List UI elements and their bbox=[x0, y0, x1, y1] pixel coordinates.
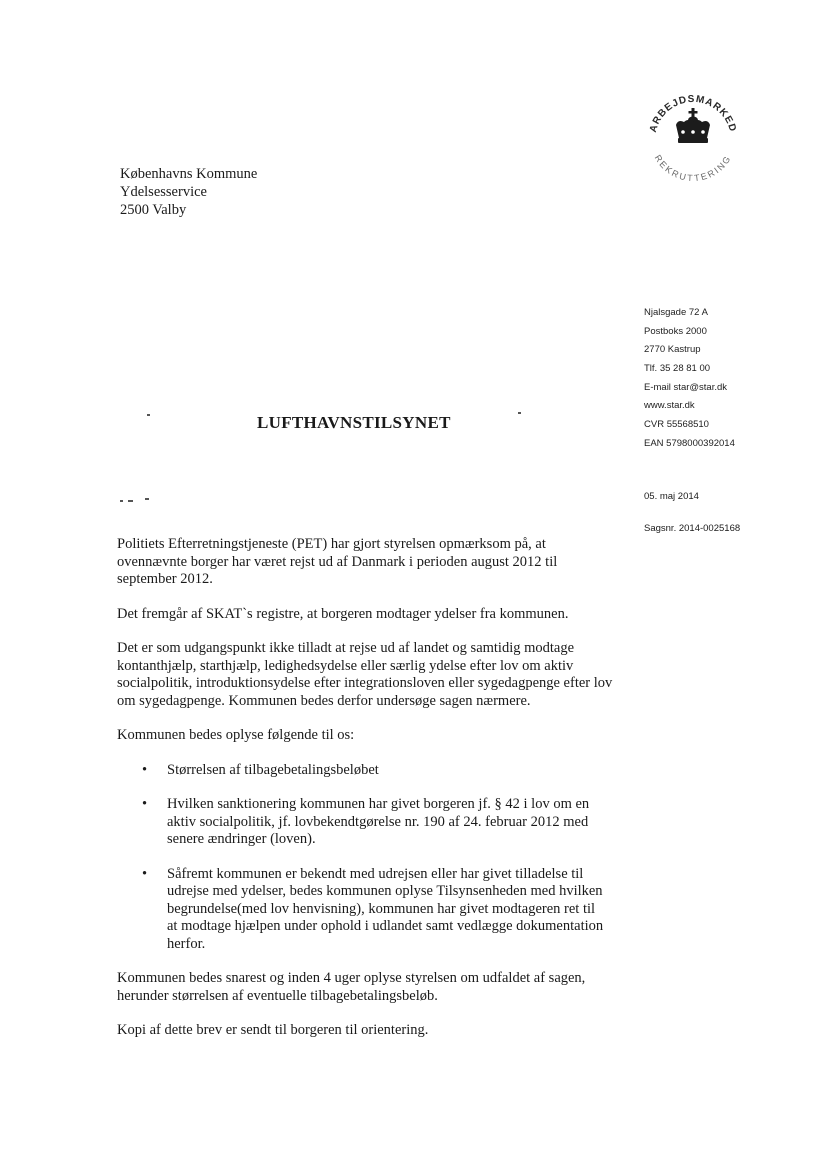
list-item bbox=[117, 762, 607, 780]
recipient-address bbox=[120, 165, 257, 219]
crown-icon bbox=[676, 108, 710, 143]
sender-postbox: Postboks 2000 bbox=[644, 325, 707, 337]
bullet-text: Størrelsen af tilbagebetalingsbeløbet bbox=[167, 761, 379, 778]
recipient-line-3: 2500 Valby bbox=[120, 202, 187, 218]
scan-speck bbox=[518, 412, 521, 414]
scan-speck bbox=[145, 498, 149, 500]
sender-city: 2770 Kastrup bbox=[644, 344, 701, 356]
scan-speck bbox=[120, 500, 123, 502]
paragraph-request-intro: Kommunen bedes oplyse følgende til os: bbox=[117, 727, 355, 743]
paragraph-deadline: Kommunen bedes snarest og inden 4 uger oplyse styrelsen om udfaldet af sagen, herunder størrelsen af eventuelle tilbagebetalingsbeløb. bbox=[117, 970, 586, 1004]
bullet-marker: • bbox=[142, 865, 148, 882]
paragraph-skat: Det fremgår af SKAT`s registre, at borgeren modtager ydelser fra kommunen. bbox=[117, 605, 569, 622]
letter-body bbox=[117, 536, 617, 1057]
scan-speck bbox=[147, 414, 150, 416]
document-title: LUFTHAVNSTILSYNET bbox=[257, 413, 451, 432]
paragraph-rules: Det er som udgangspunkt ikke tilladt at rejse ud af landet og samtidig modtage kontanthjælp, starthjælp, ledighedsydelse eller særlig ydelse efter lov om aktiv socialpolitik, introduktionsydelse efter integrationsloven eller sygedagpenge efter lov om sygedagpenge. Kommunen bedes derfor undersøge sagen nærmere. bbox=[117, 640, 613, 709]
letter-date: 05. maj 2014 bbox=[644, 491, 699, 502]
scan-speck bbox=[128, 500, 133, 502]
sender-phone: Tlf. 35 28 81 00 bbox=[644, 363, 711, 375]
list-item bbox=[117, 866, 607, 954]
bullet-text: Hvilken sanktionering kommunen har givet borgeren jf. § 42 i lov om en aktiv socialpolitik, jf. lovbekendtgørelse nr. 190 af 24. februar 2012 med senere ændringer (loven). bbox=[167, 796, 590, 847]
sender-info bbox=[644, 304, 735, 454]
case-number: Sagsnr. 2014-0025168 bbox=[644, 523, 741, 534]
recipient-line-1: Københavns Kommune bbox=[120, 166, 258, 182]
bullet-marker: • bbox=[142, 796, 148, 812]
bullet-marker: • bbox=[142, 761, 148, 778]
logo-arc-bottom-text: REKRUTTERING bbox=[652, 153, 734, 184]
request-list bbox=[117, 762, 617, 954]
svg-text:REKRUTTERING bbox=[653, 153, 734, 183]
list-item bbox=[117, 796, 607, 849]
arbejdsmarked-logo bbox=[638, 78, 748, 188]
sender-web: www.star.dk bbox=[644, 400, 695, 412]
paragraph-copy: Kopi af dette brev er sendt til borgeren til orientering. bbox=[117, 1022, 429, 1038]
sender-street: Njalsgade 72 A bbox=[644, 307, 708, 318]
bullet-text: Såfremt kommunen er bekendt med udrejsen eller har givet tilladelse til udrejse med ydelser, bedes kommunen oplyse Tilsynsenheden med hvilken begrundelse(med lov henvisning), kommunen har givet modtageren ret til at modtage hjælpen under ophold i udlandet samt vedlægge dokumentation herfor. bbox=[167, 865, 604, 952]
logo-graphic bbox=[638, 78, 748, 188]
paragraph-pet: Politiets Efterretningstjeneste (PET) har gjort styrelsen opmærksom på, at ovennævnte borger har været rejst ud af Danmark i perioden august 2012 til september 2012. bbox=[117, 536, 558, 587]
sender-ean: EAN 5798000392014 bbox=[644, 437, 735, 449]
logo-arc-top-text: ARBEJDSMARKED bbox=[647, 93, 739, 134]
sender-cvr: CVR 55568510 bbox=[644, 419, 709, 431]
recipient-line-2: Ydelsesservice bbox=[120, 184, 207, 200]
sender-email: E-mail star@star.dk bbox=[644, 381, 728, 393]
